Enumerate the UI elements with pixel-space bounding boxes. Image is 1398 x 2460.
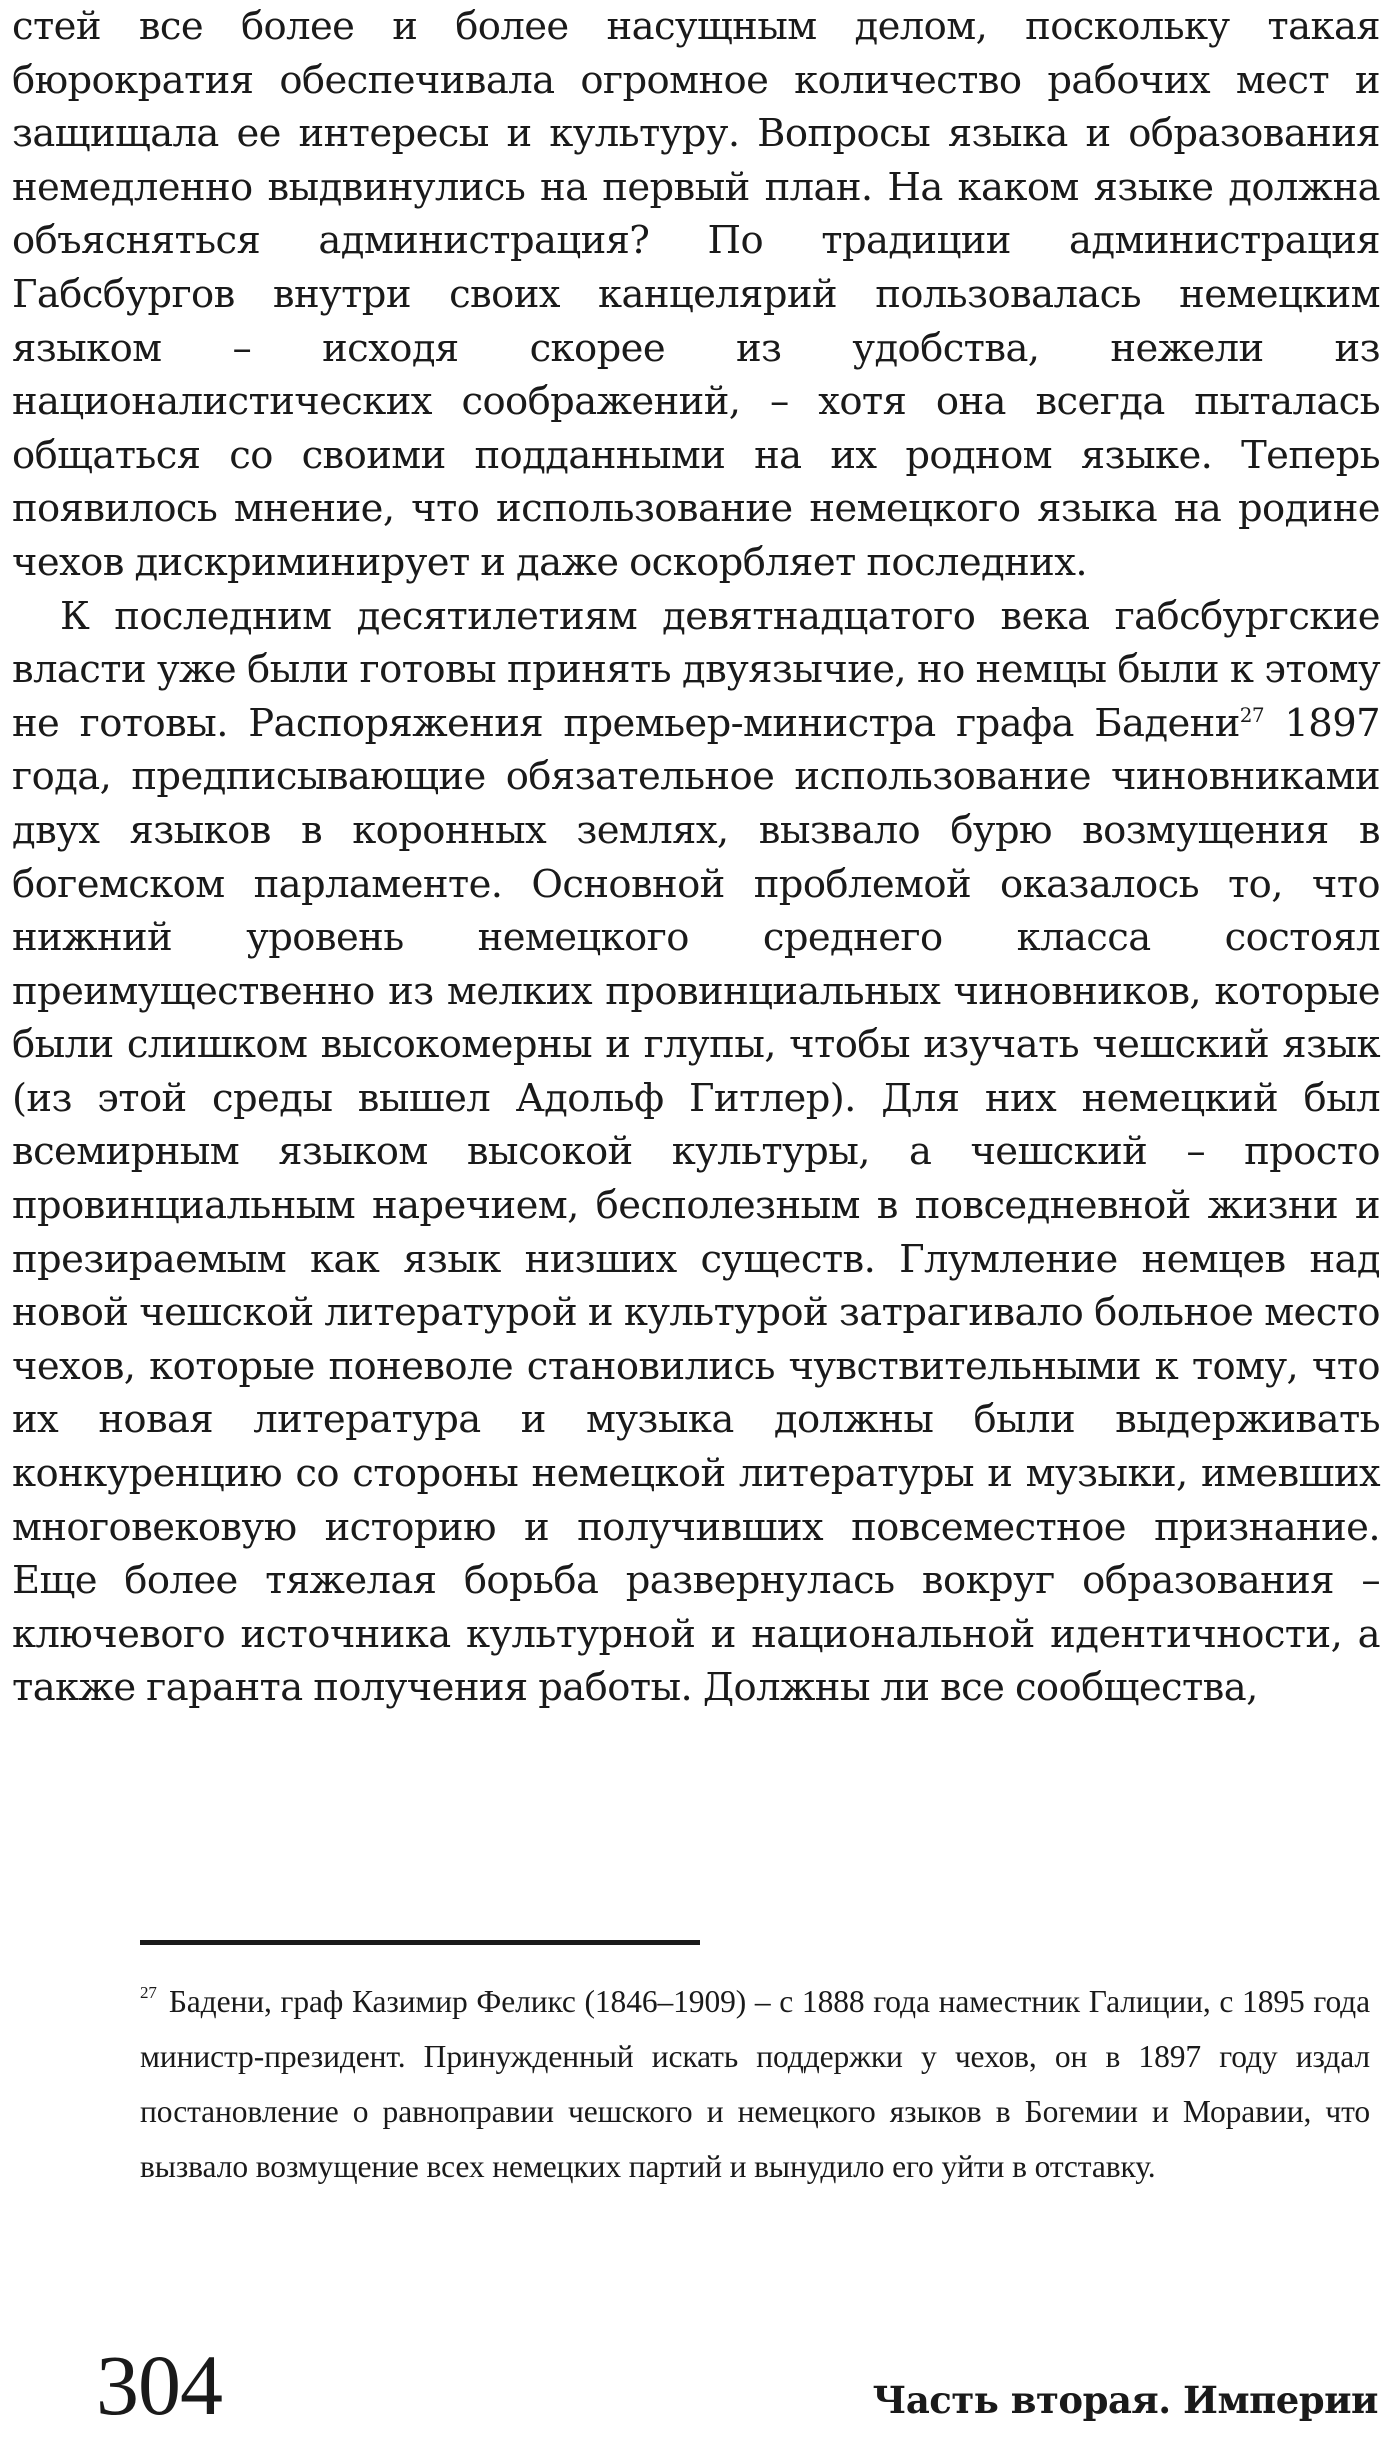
- paragraph: [12, 590, 1380, 1715]
- footnote-divider: [140, 1940, 700, 1945]
- main-text: [12, 0, 1380, 1715]
- footnote-reference: 27: [1239, 702, 1265, 727]
- footnote: [140, 1965, 1370, 2194]
- paragraph: стей все более и более насущным делом, поскольку такая бюрократия обеспечивала огромное количество рабочих мест и защищала ее интересы и культуру. Вопросы языка и образования немедленно выдвинулись на первый план. На каком языке должна объясняться администрация? По традиции администрация Габсбургов внутри своих канцелярий пользовалась немецким языком – исходя скорее из удобства, нежели из националистических соображений, – хотя она всегда пыталась общаться со своими подданными на их родном языке. Теперь появилось мнение, что использование немецкого языка на родине чехов дискриминирует и даже оскорбляет последних.: [12, 4, 1380, 585]
- running-head: Часть вторая. Империи: [872, 2378, 1378, 2422]
- paragraph-text: 1897 года, предписывающие обязательное использование чиновниками двух языков в коронных землях, вызвало бурю возмущения в богемском парламенте. Основной проблемой оказалось то, что нижний уровень немецкого среднего класса состоял преимущественно из мелких провинциальных чиновников, которые были слишком высокомерны и глупы, чтобы изучать чешский язык (из этой среды вышел Адольф Гитлер). Для них немецкий был всемирным языком высокой культуры, а чешский – просто провинциальным наречием, бесполезным в повседневной жизни и презираемым как язык низших существ. Глумление немцев над новой чешской литературой и культурой затрагивало больное место чехов, которые поневоле становились чувствительными к тому, что их новая литература и музыка должны были выдерживать конкуренцию со стороны немецкой литературы и музыки, имевших многовековую историю и получивших повсеместное признание. Еще более тяжелая борьба развернулась вокруг образования – ключевого источника культурной и национальной идентичности, а также гаранта получения работы. Должны ли все сообщества,: [12, 700, 1380, 1711]
- page-number: 304: [96, 2337, 222, 2433]
- footnote-text: Бадени, граф Казимир Феликс (1846–1909) – с 1888 года наместник Галиции, с 1895 года министр-президент. Принужденный искать поддержки у чехов, он в 1897 году издал постановление о равноправии чешского и немецкого языков в Богемии и Моравии, что вызвало возмущение всех немецких партий и вынудило его уйти в отставку.: [140, 1984, 1370, 2184]
- footnote-number: 27: [140, 1983, 157, 2002]
- paragraph-text: К последним десятилетиям девятнадцатого века габсбургские власти уже были готовы принять двуязычие, но немцы были к этому не готовы. Распоряжения премьер-министра графа Бадени: [12, 593, 1380, 746]
